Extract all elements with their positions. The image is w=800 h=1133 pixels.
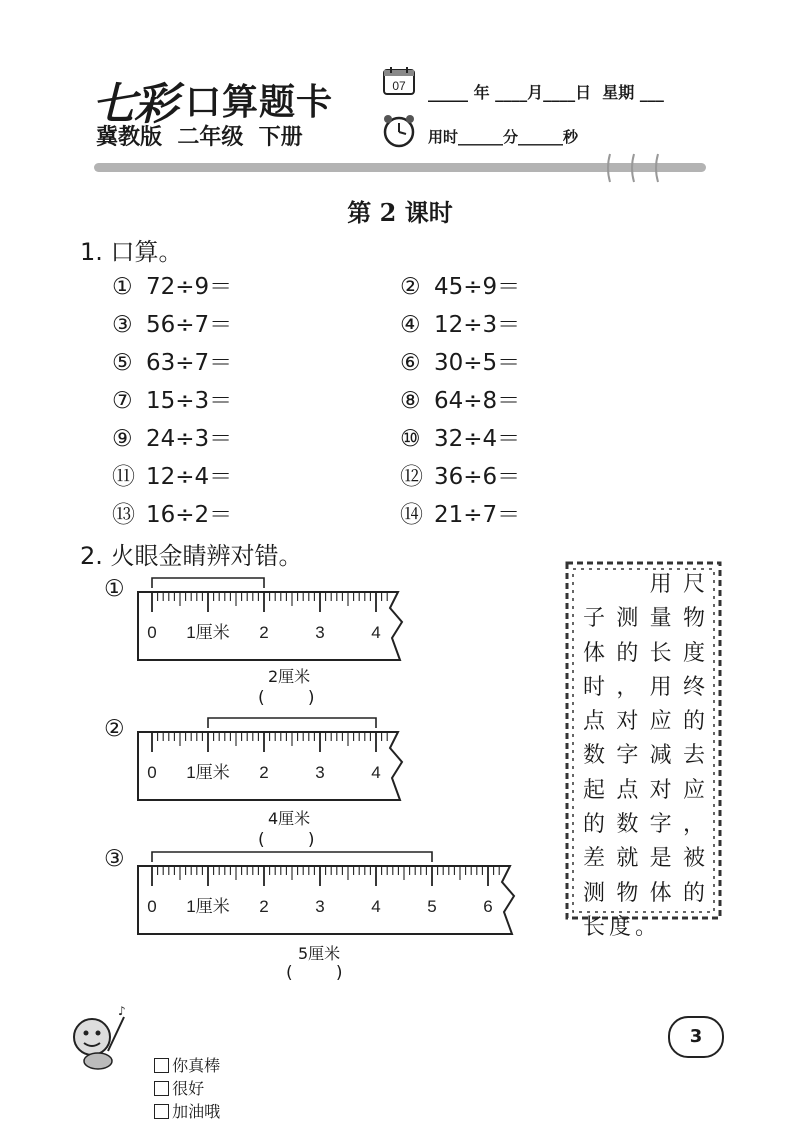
- checkbox[interactable]: [154, 1058, 169, 1073]
- ruler-number: 4: [371, 897, 381, 916]
- ruler-number: 1厘米: [186, 623, 230, 642]
- page-number: 3: [668, 1016, 724, 1058]
- problem-item: ⑩ 32÷4＝: [400, 426, 521, 452]
- ruler-number: 4: [371, 623, 381, 642]
- answer-blank[interactable]: ( ): [258, 830, 315, 850]
- ruler-diagram: [128, 848, 548, 940]
- ruler-number: 0: [147, 897, 157, 916]
- ruler-caption: 2厘米: [268, 667, 311, 686]
- problem-item: ⑨ 24÷3＝: [112, 426, 233, 452]
- ruler-number: 1厘米: [186, 763, 230, 782]
- ruler-number: 3: [315, 623, 325, 642]
- ruler-number: 1厘米: [186, 897, 230, 916]
- measure-bracket: [208, 718, 376, 728]
- edition-info: 冀教版 二年级 下册: [96, 125, 303, 150]
- calendar-icon: [382, 66, 416, 96]
- checkbox[interactable]: [154, 1081, 169, 1096]
- ruler-body: [138, 732, 402, 800]
- section-2-title: 2. 火眼金睛辨对错。: [80, 542, 303, 570]
- problem-item: ③ 56÷7＝: [112, 312, 233, 338]
- time-fill-line: 用时______分______秒: [428, 128, 579, 146]
- ruler-number: 4: [371, 763, 381, 782]
- ruler-body: [138, 592, 402, 660]
- problem-item: ⑤ 63÷7＝: [112, 350, 233, 376]
- ruler-number: 2: [259, 623, 269, 642]
- answer-blank[interactable]: ( ): [258, 688, 315, 708]
- problem-item: ① 72÷9＝: [112, 274, 233, 300]
- lesson-title: 第 2 课时: [347, 198, 453, 227]
- self-rating: [144, 1034, 238, 1122]
- date-fill-line: _____ 年 ____月____日 星期 ___: [428, 83, 664, 102]
- problem-item: ⑧ 64÷8＝: [400, 388, 521, 414]
- ruler-caption: 5厘米: [298, 944, 341, 963]
- tip-text: 用尺子测量物体的长度时，用终点对应的数字减去起点对应的数字，差就是被测物体的长度。: [583, 572, 709, 940]
- problem-item: ⑥ 30÷5＝: [400, 350, 521, 376]
- section-1-title: 1. 口算。: [80, 238, 183, 266]
- ruler-number: 2: [259, 763, 269, 782]
- brand-logo-qicai: 七彩: [92, 79, 176, 130]
- mascot-drummer-icon: [68, 1003, 134, 1073]
- ruler-number: 6: [483, 897, 493, 916]
- ruler-number: 2: [259, 897, 269, 916]
- problem-item: ⑬ 16÷2＝: [112, 502, 233, 528]
- rating-option-keep-trying[interactable]: 加油哦: [154, 1102, 220, 1121]
- ruler-label: ①: [104, 576, 125, 602]
- problem-item: ⑪ 12÷4＝: [112, 464, 233, 490]
- binder-rings-icon: [600, 150, 670, 186]
- measure-bracket: [152, 578, 264, 588]
- rating-option-good[interactable]: 很好: [154, 1079, 204, 1098]
- ruler-number: 0: [147, 623, 157, 642]
- problem-item: ⑦ 15÷3＝: [112, 388, 233, 414]
- problem-item: ④ 12÷3＝: [400, 312, 521, 338]
- brand-title: 口算题卡: [185, 82, 334, 123]
- problem-item: ② 45÷9＝: [400, 274, 521, 300]
- ruler-number: 3: [315, 763, 325, 782]
- svg-text:♪: ♪: [118, 1004, 126, 1018]
- ruler-number: 0: [147, 763, 157, 782]
- ruler-caption: 4厘米: [268, 809, 311, 828]
- ruler-number: 5: [427, 897, 437, 916]
- ruler-label: ②: [104, 716, 125, 742]
- ruler-number: 3: [315, 897, 325, 916]
- answer-blank[interactable]: ( ): [286, 963, 343, 983]
- measure-bracket: [152, 852, 432, 862]
- problem-item: ⑫ 36÷6＝: [400, 464, 521, 490]
- calendar-day: 07: [392, 79, 406, 93]
- ruler-diagram: [128, 574, 418, 664]
- ruler-label: ③: [104, 846, 125, 872]
- rating-option-great[interactable]: 你真棒: [154, 1056, 220, 1075]
- ruler-diagram: [128, 714, 458, 806]
- alarm-clock-icon: [380, 112, 418, 148]
- checkbox[interactable]: [154, 1104, 169, 1119]
- problem-item: ⑭ 21÷7＝: [400, 502, 521, 528]
